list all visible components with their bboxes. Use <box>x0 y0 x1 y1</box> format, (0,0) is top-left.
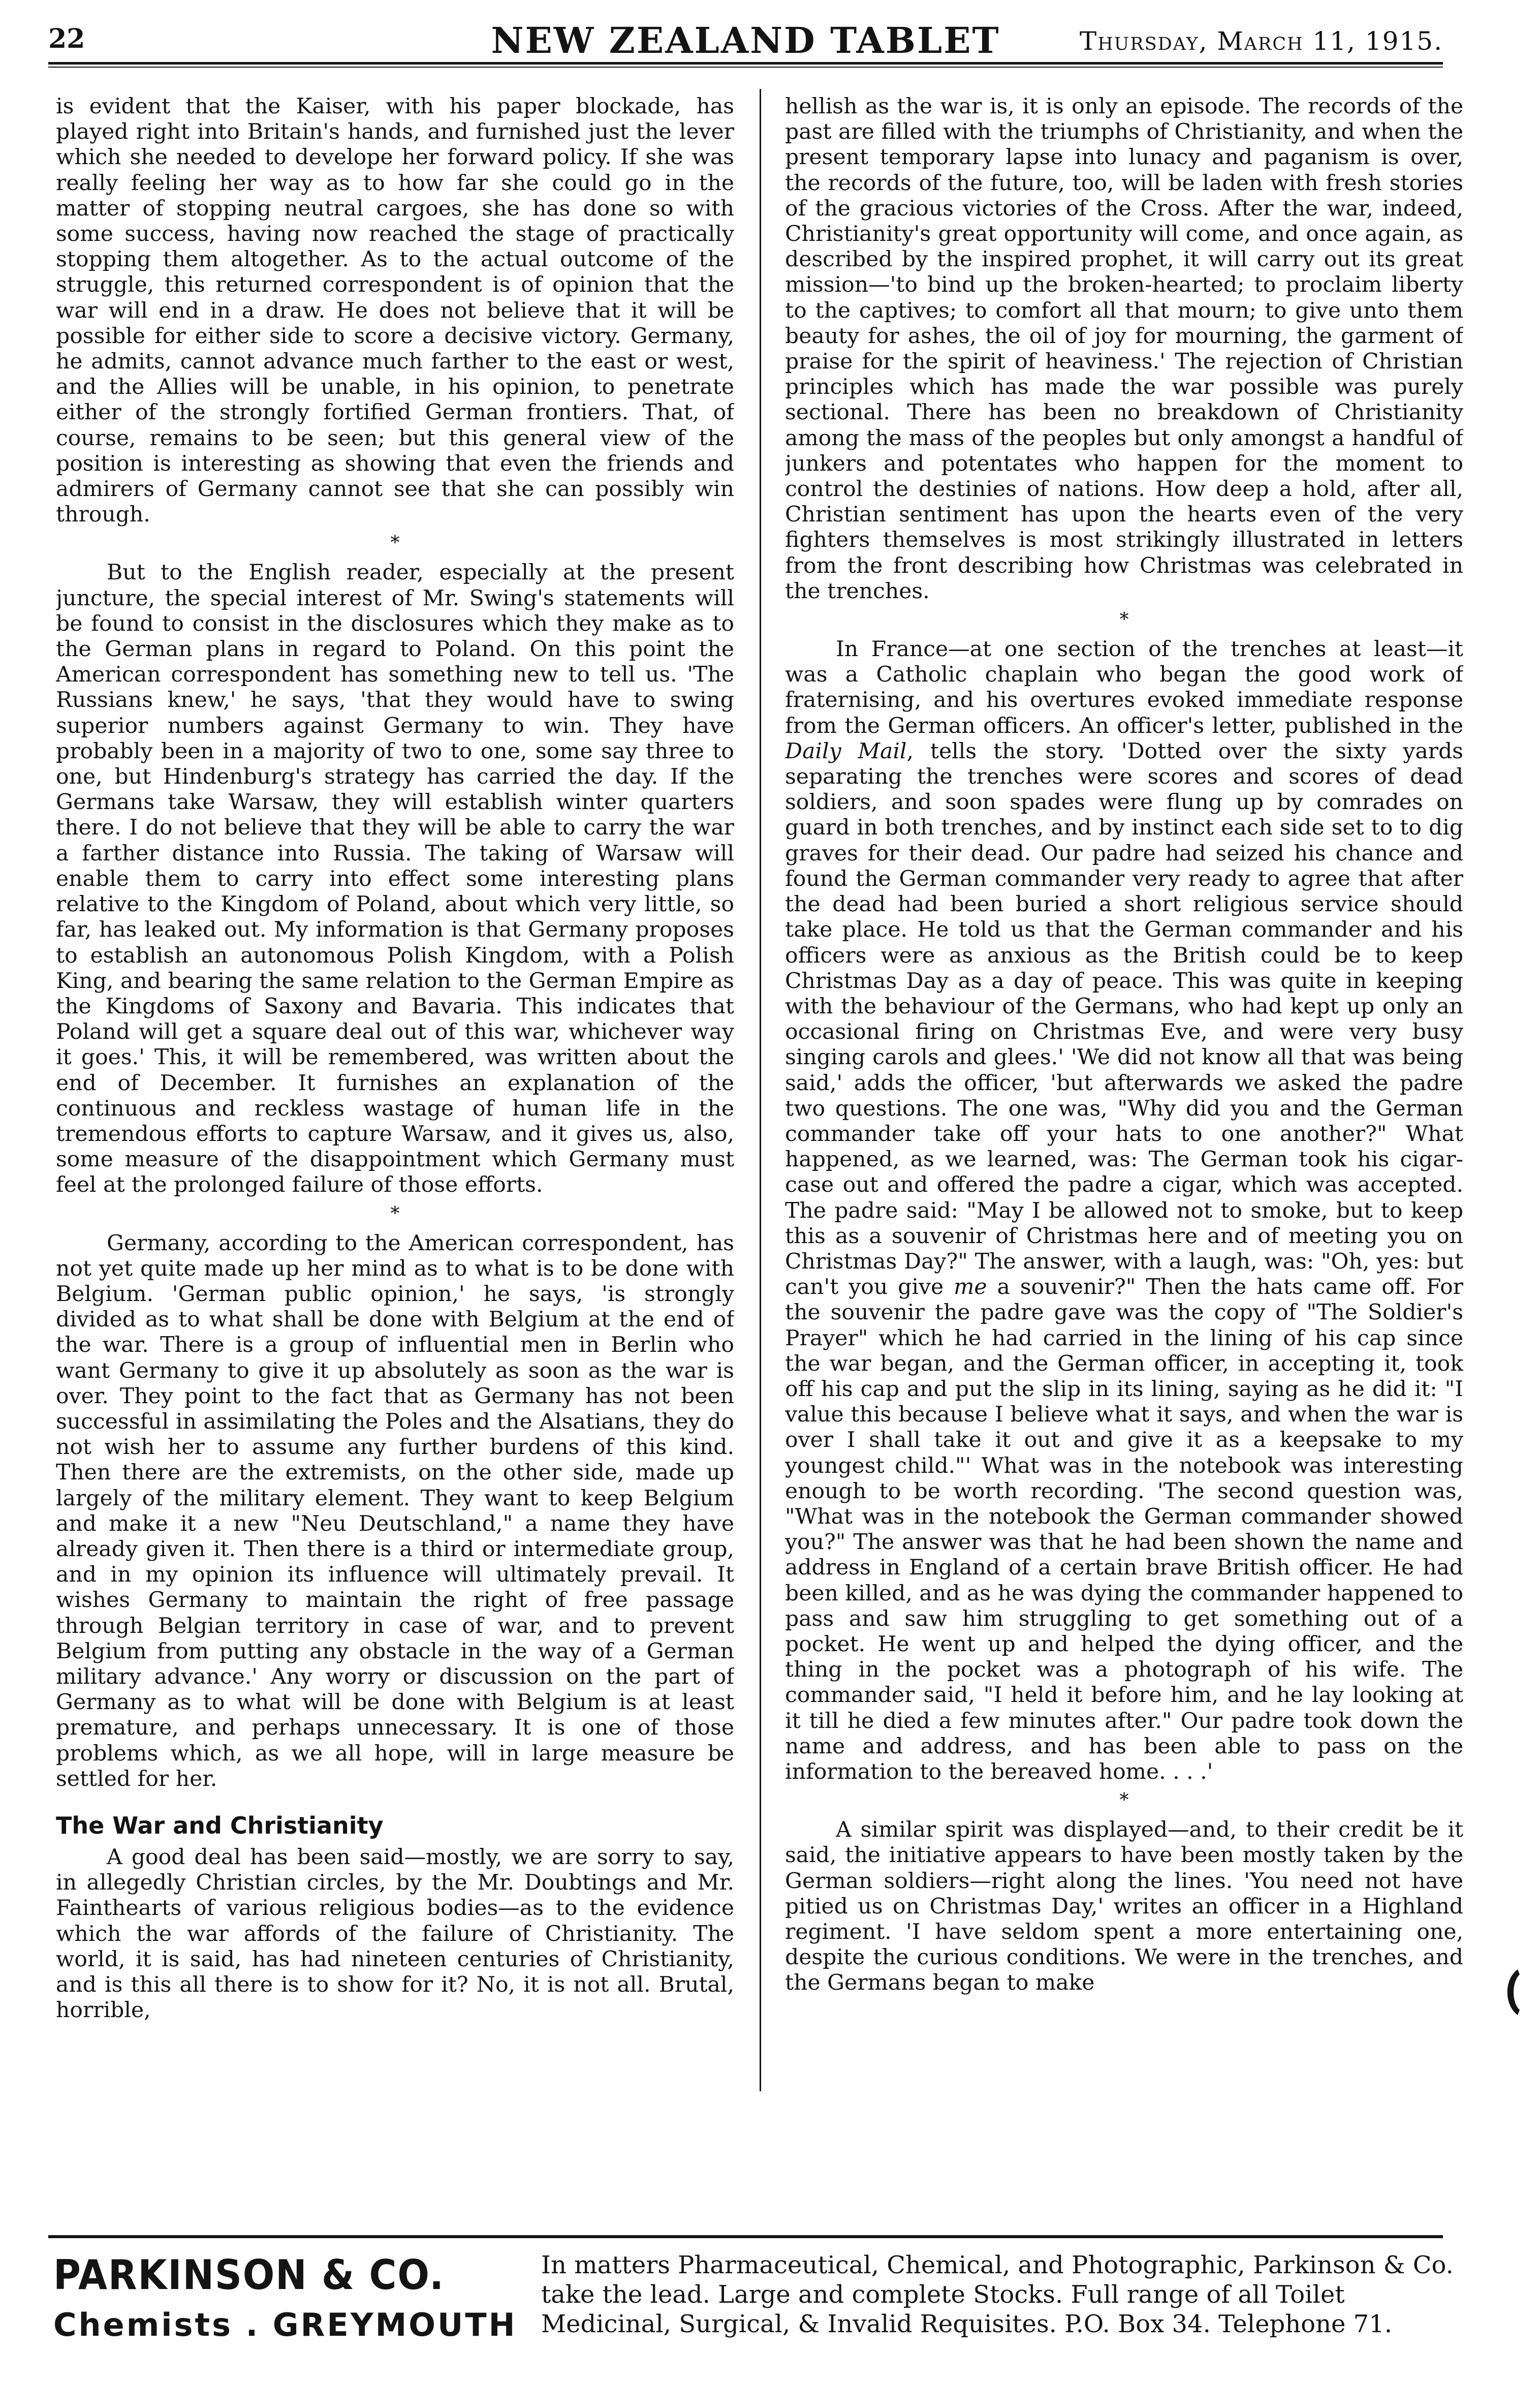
paragraph-text: , tells the story. 'Dotted over the sixty yards separating the trenches were scores and scores of dead soldiers, and soon spades were flung up by comrades on guard in both trenches, and by instinct each side set to to dig graves for their dead. Our padre had seized his chance and found the German commander very ready to agree that after the dead had been buried a short religious service should take place. He told us that the German commander and his officers were as anxious as the British could be to keep Christmas Day as a day of peace. This was quite in keeping with the behaviour of the Germans, who had kept up only an occasional firing on Christmas Eve, and were very busy singing carols and glees.' 'We did not know all that was being said,' adds the officer, 'but afterwards we asked the padre two questions. The one was, "Why did you and the German commander take off your hats to one another?" What happened, as we learned, was: The German took his cigar-case out and offered the padre a cigar, which was accepted. The padre said: "May I be allowed not to smoke, but to keep this as a souvenir of Christmas here and of meeting you on Christmas Day?" The answer, with a laugh, was: "Oh, yes: but can't you give <box>785 738 1463 1300</box>
article-paragraph: A good deal has been said—mostly, we are sorry to say, in allegedly Christian circles, by the Mr. Doubtings and Mr. Fainthearts of various religious bodies—as to the evidence which the war affords of the failure of Christianity. The world, it is said, has had nineteen centuries of Christianity, and is this all there is to show for it? No, it is not all. Brutal, horrible, <box>56 1845 734 2023</box>
advertiser-name: PARKINSON & CO. <box>53 2251 445 2299</box>
column-divider <box>760 89 761 2091</box>
advertisement-copy <box>541 2250 1454 2339</box>
issue-date: Thursday, March 11, 1915. <box>1079 26 1443 56</box>
section-divider-star: * <box>1119 609 1129 631</box>
article-paragraph: is evident that the Kaiser, with his paper blockade, has played right into Britain's hands, and furnished just the lever which she needed to develope her forward policy. If she was really feeling her way as to how far she could go in the matter of stopping neutral cargoes, she has done so with some success, having now reached the stage of practically stopping them altogether. As to the actual outcome of the struggle, this returned correspondent is of opinion that the war will end in a draw. He does not believe that it will be possible for either side to score a decisive victory. Germany, he admits, cannot advance much farther to the east or west, and the Allies will be unable, in his opinion, to penetrate either of the strongly fortified German frontiers. That, of course, remains to be seen; but this general view of the position is interesting as showing that even the friends and admirers of Germany cannot see that she can possibly win through. <box>56 94 734 528</box>
margin-mark <box>1501 1967 1522 2018</box>
article-paragraph: A similar spirit was displayed—and, to their credit be it said, the initiative appears to have been mostly taken by the German soldiers—right along the lines. 'You need not have pitied us on Christmas Day,' writes an officer in a Highland regiment. 'I have seldom spent a more entertaining one, despite the curious conditions. We were in the trenches, and the Germans began to make <box>785 1817 1463 1996</box>
paragraph-text: a souvenir?" Then the hats came off. For the souvenir the padre gave was the copy of "The Soldier's Prayer" which he had carried in the lining of his cap since the war began, and the German officer, in accepting it, took off his cap and put the slip in its lining, saying as he did it: "I value this because I believe what it says, and when the war is over I shall take it out and give it as a keepsake to my youngest child."' What was in the notebook was interesting enough to be worth recording. 'The second question was, "What was in the notebook the German commander showed you?" The answer was that he had been shown the name and address in England of a certain brave British officer. He had been killed, and as he was dying the commander happened to pass and saw him struggling to get something out of a pocket. He went up and helped the dying officer, and the thing in the pocket was a photograph of his wife. The commander said, "I held it before him, and he lay looking at it till he died a few minutes after." Our padre took down the name and address, and has been able to pass on the information to the bereaved home. . . .' <box>785 1275 1463 1784</box>
ad-line: In matters Pharmaceutical, Chemical, and Photographic, Parkinson & Co. <box>541 2251 1454 2279</box>
ad-line: Medicinal, Surgical, & Invalid Requisites. P.O. Box 34. Telephone 71. <box>541 2310 1392 2338</box>
header-rule-thin <box>48 67 1443 68</box>
left-column <box>56 94 734 2086</box>
section-heading: The War and Christianity <box>56 1812 384 1839</box>
article-paragraph: hellish as the war is, it is only an episode. The records of the past are filled with the triumphs of Christianity, and when the present temporary lapse into lunacy and paganism is over, the records of the future, too, will be laden with fresh stories of the gracious victories of the Cross. After the war, indeed, Christianity's great opportunity will come, and once again, as described by the inspired prophet, it will carry out its great mission—'to bind up the broken-hearted; to proclaim liberty to the captives; to comfort all that mourn; to give unto them beauty for ashes, the oil of joy for mourning, the garment of praise for the spirit of heaviness.' The rejection of Christian principles which has made the war possible was purely sectional. There has been no breakdown of Christianity among the mass of the peoples but only amongst a handful of junkers and potentates who happen for the moment to control the destinies of nations. How deep a hold, after all, Christian sentiment has upon the hearts even of the very fighters themselves is most strikingly illustrated in letters from the front describing how Christmas was celebrated in the trenches. <box>785 94 1463 604</box>
footer-rule <box>48 2235 1443 2238</box>
header-rule <box>48 62 1443 65</box>
article-paragraph: Germany, according to the American correspondent, has not yet quite made up her mind as to what is to be done with Belgium. 'German public opinion,' he says, 'is strongly divided as to what shall be done with Belgium at the end of the war. There is a group of influential men in Berlin who want Germany to give it up absolutely as soon as the war is over. They point to the fact that as Germany has not been successful in assimilating the Poles and the Alsatians, they do not wish her to assume any further burdens of this kind. Then there are the extremists, on the other side, made up largely of the military element. They want to keep Belgium and make it a new "Neu Deutschland," a name they have already given it. Then there is a third or intermediate group, and in my opinion its influence will ultimately prevail. It wishes Germany to maintain the right of free passage through Belgian territory in case of war, and to prevent Belgium from putting any obstacle in the way of a German military advance.' Any worry or discussion on the part of Germany as to what will be done with Belgium is at least premature, and perhaps unnecessary. It is one of those problems which, as we all hope, will in large measure be settled for her. <box>56 1230 734 1791</box>
advertisement <box>48 2246 1454 2363</box>
publication-title: NEW ZEALAND TABLET <box>491 19 1000 61</box>
right-column <box>785 94 1463 2086</box>
ad-line: take the lead. Large and complete Stocks. Full range of all Toilet <box>541 2280 1345 2309</box>
section-divider-star: * <box>390 533 400 554</box>
article-paragraph: But to the English reader, especially at the present juncture, the special interest of Mr. Swing's statements will be found to consist in the disclosures which they make as to the German plans in regard to Poland. On this point the American correspondent has something new to tell us. 'The Russians knew,' he says, 'that they would have to swing superior numbers against Germany to win. They have probably been in a majority of two to one, some say three to one, but Hindenburg's strategy has carried the day. If the Germans take Warsaw, they will establish winter quarters there. I do not believe that they will be able to carry the war a farther distance into Russia. The taking of Warsaw will enable them to carry into effect some interesting plans relative to the Kingdom of Poland, about which very little, so far, has leaked out. My information is that Germany proposes to establish an autonomous Polish Kingdom, with a Polish King, and bearing the same relation to the German Empire as the Kingdoms of Saxony and Bavaria. This indicates that Poland will get a square deal out of this war, whichever way it goes.' This, it will be remembered, was written about the end of December. It furnishes an explanation of the continuous and reckless wastage of human life in the tremendous efforts to capture Warsaw, and it gives us, also, some measure of the disappointment which Germany must feel at the prolonged failure of those efforts. <box>56 560 734 1198</box>
section-divider-star: * <box>390 1203 400 1224</box>
advertiser-location: Chemists . GREYMOUTH <box>53 2306 517 2343</box>
section-divider-star: * <box>1119 1790 1129 1811</box>
paragraph-text: In France—at one section of the trenches at least—it was a Catholic chaplain who began the good work of fraternising, and his overtures evoked immediate response from the German officers. An officer's letter, published in the <box>785 637 1463 738</box>
article-paragraph <box>785 637 1463 1785</box>
page-number: 22 <box>48 23 85 54</box>
page-header <box>48 19 1443 59</box>
newspaper-name: Daily Mail <box>785 738 907 764</box>
emphasis-word: me <box>954 1275 987 1300</box>
